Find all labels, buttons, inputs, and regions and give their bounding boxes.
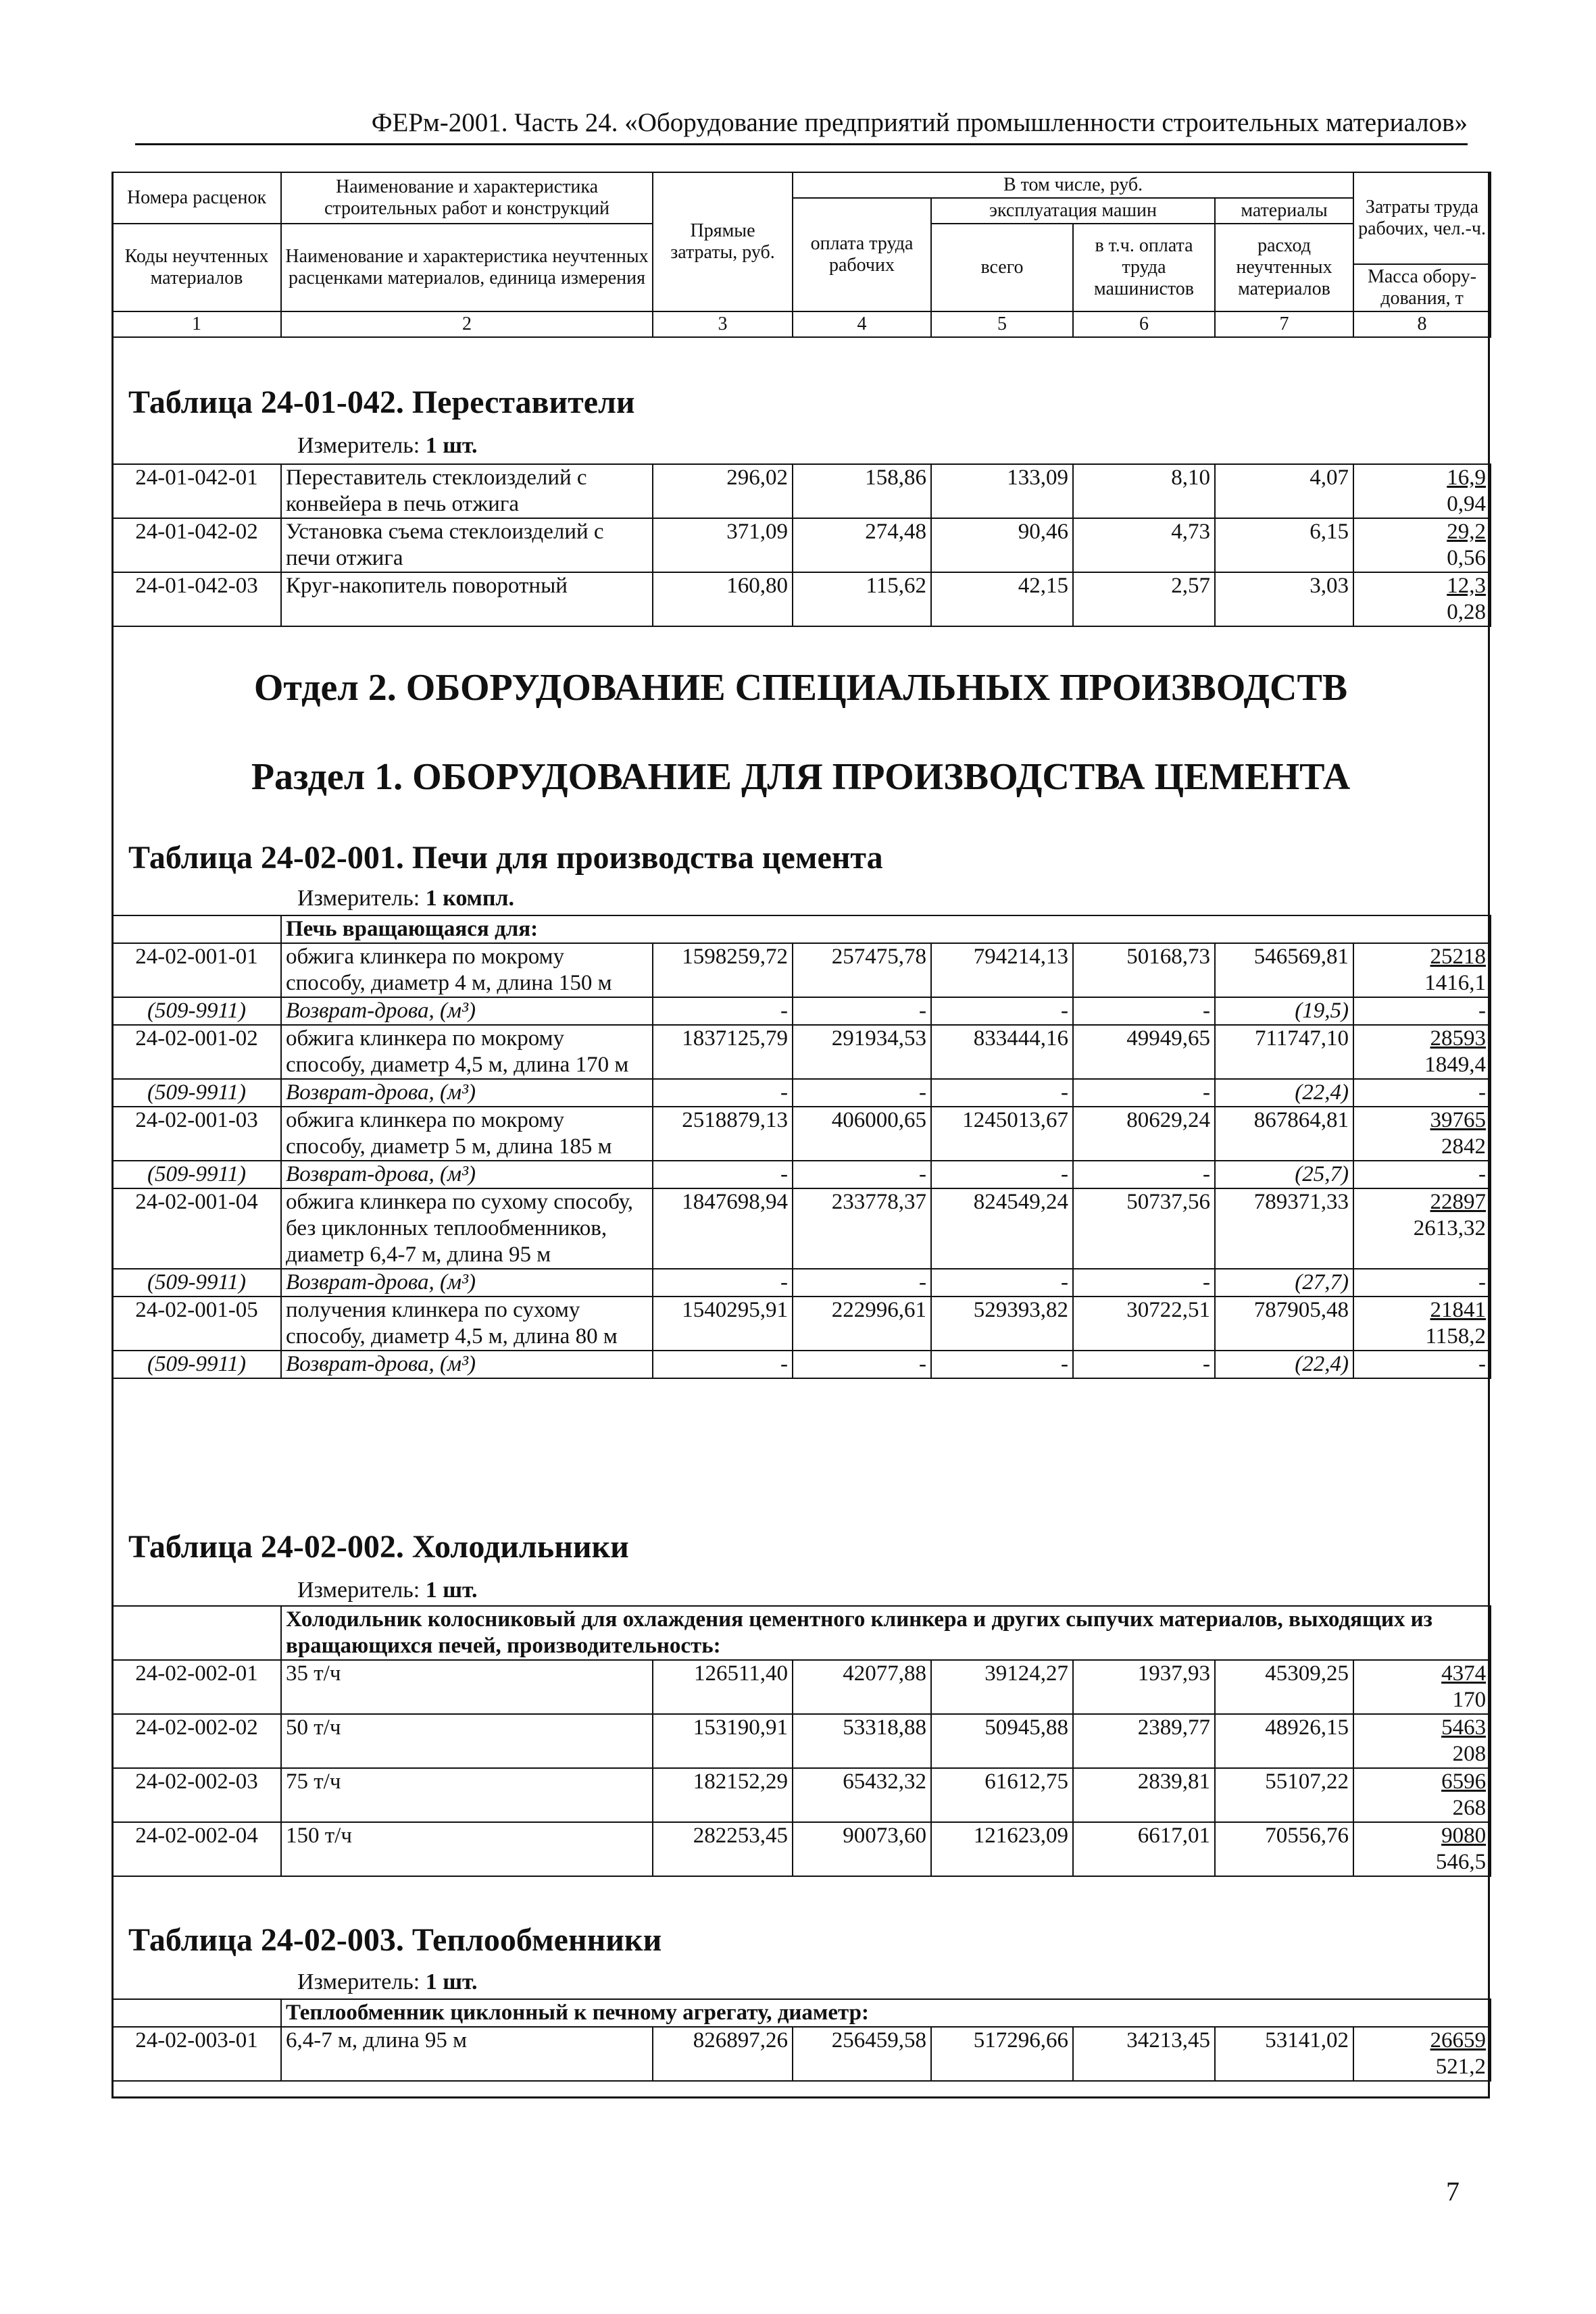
materials-cost: 70556,76 xyxy=(1215,1822,1353,1876)
machinist-pay: 6617,01 xyxy=(1073,1822,1215,1876)
material-qty: (27,7) xyxy=(1215,1269,1353,1297)
dash: - xyxy=(1073,1269,1215,1297)
header-col-num-7: 7 xyxy=(1215,311,1353,337)
dash: - xyxy=(793,1269,931,1297)
rate-code: 24-02-002-01 xyxy=(112,1660,281,1714)
table-row xyxy=(112,1660,1491,1714)
dash: - xyxy=(793,1079,931,1107)
machines-total: 824549,24 xyxy=(931,1188,1073,1269)
labor-hours-mass xyxy=(1353,1660,1491,1714)
labor-hours-mass xyxy=(1353,1822,1491,1876)
header-unaccounted-codes: Коды неучтенных материалов xyxy=(112,224,281,311)
work-name: получения клинкера по сухому способу, диаметр 4,5 м, длина 80 м xyxy=(281,1297,653,1351)
section-heading: Раздел 1. ОБОРУДОВАНИЕ ДЛЯ ПРОИЗВОДСТВА ЦЕМЕНТА xyxy=(251,756,1351,798)
equipment-mass: 268 xyxy=(1452,1796,1487,1820)
labor-pay: 90073,60 xyxy=(793,1822,931,1876)
rate-code: 24-02-002-02 xyxy=(112,1714,281,1768)
machinist-pay: 34213,45 xyxy=(1073,2027,1215,2081)
machines-total: 833444,16 xyxy=(931,1025,1073,1079)
labor-pay: 115,62 xyxy=(793,572,931,626)
material-qty: (19,5) xyxy=(1215,997,1353,1025)
table-24-02-003 xyxy=(111,1998,1491,2082)
material-name: Возврат-дрова, (м³) xyxy=(281,997,653,1025)
dash: - xyxy=(931,1161,1073,1188)
rate-code: 24-01-042-02 xyxy=(112,518,281,572)
direct-cost: 153190,91 xyxy=(653,1714,793,1768)
table-row xyxy=(112,1025,1491,1079)
machinist-pay: 8,10 xyxy=(1073,464,1215,518)
work-name: обжига клинкера по мокрому способу, диаметр 4 м, длина 150 м xyxy=(281,943,653,997)
labor-pay: 291934,53 xyxy=(793,1025,931,1079)
labor-hours: 26659 xyxy=(1430,2028,1487,2053)
equipment-mass: 546,5 xyxy=(1435,1850,1487,1874)
materials-cost: 3,03 xyxy=(1215,572,1353,626)
equipment-mass: 0,56 xyxy=(1447,546,1486,570)
material-qty: (22,4) xyxy=(1215,1351,1353,1378)
material-row xyxy=(112,1161,1491,1188)
table-title: Таблица 24-02-003. Теплообменники xyxy=(128,1922,662,1958)
dash: - xyxy=(793,1161,931,1188)
department-heading: Отдел 2. ОБОРУДОВАНИЕ СПЕЦИАЛЬНЫХ ПРОИЗВОДСТВ xyxy=(253,667,1348,709)
labor-hours: 5463 xyxy=(1441,1715,1487,1740)
labor-hours-mass xyxy=(1353,572,1491,626)
equipment-mass: 2842 xyxy=(1441,1134,1486,1159)
materials-cost: 787905,48 xyxy=(1215,1297,1353,1351)
direct-cost: 1598259,72 xyxy=(653,943,793,997)
labor-hours: 6596 xyxy=(1441,1769,1487,1794)
materials-cost: 789371,33 xyxy=(1215,1188,1353,1269)
labor-pay: 274,48 xyxy=(793,518,931,572)
table-title: Таблица 24-01-042. Переставители xyxy=(128,384,635,420)
header-direct-costs: Прямые затраты, руб. xyxy=(653,172,793,311)
equipment-mass: 2613,32 xyxy=(1413,1216,1486,1240)
table-24-02-001 xyxy=(111,915,1491,1379)
materials-cost: 6,15 xyxy=(1215,518,1353,572)
labor-hours: 16,9 xyxy=(1447,466,1486,490)
work-name: обжига клинкера по мокрому способу, диаметр 4,5 м, длина 170 м xyxy=(281,1025,653,1079)
dash: - xyxy=(653,1269,793,1297)
dash: - xyxy=(1353,1269,1491,1297)
materials-cost: 711747,10 xyxy=(1215,1025,1353,1079)
rate-code: 24-02-001-01 xyxy=(112,943,281,997)
header-work-name: Наименование и характеристика строительных работ и конструкций xyxy=(281,172,653,224)
equipment-mass: 208 xyxy=(1452,1742,1487,1766)
measure-unit: Измеритель: 1 компл. xyxy=(297,886,515,911)
table-row xyxy=(112,518,1491,572)
work-name: обжига клинкера по сухому способу, без циклонных теплообменников, диаметр 6,4-7 м, длина 95 м xyxy=(281,1188,653,1269)
equipment-mass: 170 xyxy=(1452,1688,1487,1712)
materials-cost: 546569,81 xyxy=(1215,943,1353,997)
machines-total: 50945,88 xyxy=(931,1714,1073,1768)
rate-code: 24-02-001-02 xyxy=(112,1025,281,1079)
table-row xyxy=(112,1822,1491,1876)
rate-code: 24-01-042-03 xyxy=(112,572,281,626)
machinist-pay: 80629,24 xyxy=(1073,1107,1215,1161)
dash: - xyxy=(1073,997,1215,1025)
table-row xyxy=(112,1714,1491,1768)
header-col-num-6: 6 xyxy=(1073,311,1215,337)
material-row xyxy=(112,1351,1491,1378)
machines-total: 133,09 xyxy=(931,464,1073,518)
header-machines: эксплуатация машин xyxy=(931,198,1215,224)
work-name: Круг-накопитель поворотный xyxy=(281,572,653,626)
labor-hours: 21841 xyxy=(1430,1298,1486,1322)
labor-pay: 53318,88 xyxy=(793,1714,931,1768)
equipment-mass: 1849,4 xyxy=(1424,1053,1486,1077)
material-code: (509-9911) xyxy=(112,1269,281,1297)
labor-hours-mass xyxy=(1353,1714,1491,1768)
labor-hours-mass xyxy=(1353,464,1491,518)
table-row xyxy=(112,1107,1491,1161)
table-title: Таблица 24-02-002. Холодильники xyxy=(128,1529,629,1565)
header-materials: материалы xyxy=(1215,198,1353,224)
group-label: Холодильник колосниковый для охлаждения цементного клинкера и других сыпучих материалов, выходящих из вращающихся печей, производительность: xyxy=(281,1606,1491,1660)
labor-hours-mass xyxy=(1353,2027,1491,2081)
labor-hours-mass xyxy=(1353,1107,1491,1161)
machinist-pay: 2839,81 xyxy=(1073,1768,1215,1822)
dash: - xyxy=(653,1161,793,1188)
labor-hours-mass xyxy=(1353,943,1491,997)
direct-cost: 1847698,94 xyxy=(653,1188,793,1269)
labor-pay: 406000,65 xyxy=(793,1107,931,1161)
machines-total: 794214,13 xyxy=(931,943,1073,997)
material-code: (509-9911) xyxy=(112,1079,281,1107)
header-machinist-pay: в т.ч. оплата труда машинистов xyxy=(1073,224,1215,311)
direct-cost: 371,09 xyxy=(653,518,793,572)
header-machines-total: всего xyxy=(931,224,1073,311)
table-row xyxy=(112,1297,1491,1351)
dash: - xyxy=(1353,1351,1491,1378)
group-row xyxy=(112,1999,1491,2027)
header-col-num-5: 5 xyxy=(931,311,1073,337)
direct-cost: 296,02 xyxy=(653,464,793,518)
rate-code: 24-02-002-03 xyxy=(112,1768,281,1822)
dash: - xyxy=(653,1079,793,1107)
dash: - xyxy=(1353,1161,1491,1188)
dash: - xyxy=(793,1351,931,1378)
header-labor-pay: оплата труда рабочих xyxy=(793,198,931,311)
rate-code: 24-02-001-05 xyxy=(112,1297,281,1351)
materials-cost: 4,07 xyxy=(1215,464,1353,518)
material-name: Возврат-дрова, (м³) xyxy=(281,1079,653,1107)
labor-hours: 39765 xyxy=(1430,1108,1486,1132)
dash: - xyxy=(931,1269,1073,1297)
header-unaccounted-names: Наименование и характеристика неучтенных расценками материалов, единица измерения xyxy=(281,224,653,311)
materials-cost: 55107,22 xyxy=(1215,1768,1353,1822)
work-name: 150 т/ч xyxy=(281,1822,653,1876)
rate-code: 24-01-042-01 xyxy=(112,464,281,518)
work-name: 35 т/ч xyxy=(281,1660,653,1714)
direct-cost: 1837125,79 xyxy=(653,1025,793,1079)
header-col-num-4: 4 xyxy=(793,311,931,337)
machinist-pay: 2389,77 xyxy=(1073,1714,1215,1768)
equipment-mass: 1416,1 xyxy=(1424,971,1486,995)
labor-pay: 222996,61 xyxy=(793,1297,931,1351)
materials-cost: 48926,15 xyxy=(1215,1714,1353,1768)
header-including: В том числе, руб. xyxy=(793,172,1353,198)
machines-total: 39124,27 xyxy=(931,1660,1073,1714)
equipment-mass: 0,28 xyxy=(1447,600,1486,624)
labor-pay: 42077,88 xyxy=(793,1660,931,1714)
labor-hours-mass xyxy=(1353,1188,1491,1269)
machines-total: 517296,66 xyxy=(931,2027,1073,2081)
direct-cost: 1540295,91 xyxy=(653,1297,793,1351)
labor-hours: 28593 xyxy=(1430,1026,1486,1051)
direct-cost: 160,80 xyxy=(653,572,793,626)
direct-cost: 826897,26 xyxy=(653,2027,793,2081)
dash: - xyxy=(931,1079,1073,1107)
work-name: обжига клинкера по мокрому способу, диаметр 5 м, длина 185 м xyxy=(281,1107,653,1161)
labor-hours: 29,2 xyxy=(1447,520,1486,544)
rate-code: 24-02-001-04 xyxy=(112,1188,281,1269)
equipment-mass: 0,94 xyxy=(1447,492,1486,516)
machinist-pay: 50168,73 xyxy=(1073,943,1215,997)
table-row xyxy=(112,943,1491,997)
labor-hours: 25218 xyxy=(1430,945,1486,969)
header-col-num-1: 1 xyxy=(112,311,281,337)
machinist-pay: 4,73 xyxy=(1073,518,1215,572)
machines-total: 1245013,67 xyxy=(931,1107,1073,1161)
header-unaccounted-materials: расход неучтенных материалов xyxy=(1215,224,1353,311)
column-header-table xyxy=(111,172,1491,338)
rate-code: 24-02-002-04 xyxy=(112,1822,281,1876)
material-name: Возврат-дрова, (м³) xyxy=(281,1351,653,1378)
labor-hours: 22897 xyxy=(1430,1190,1486,1214)
measure-unit: Измеритель: 1 шт. xyxy=(297,433,478,458)
materials-cost: 867864,81 xyxy=(1215,1107,1353,1161)
header-equipment-mass: Масса обору-дования, т xyxy=(1353,264,1491,311)
machines-total: 90,46 xyxy=(931,518,1073,572)
rate-code: 24-02-001-03 xyxy=(112,1107,281,1161)
dash: - xyxy=(1073,1079,1215,1107)
material-qty: (25,7) xyxy=(1215,1161,1353,1188)
labor-hours-mass xyxy=(1353,518,1491,572)
dash: - xyxy=(1353,1079,1491,1107)
direct-cost: 2518879,13 xyxy=(653,1107,793,1161)
machinist-pay: 30722,51 xyxy=(1073,1297,1215,1351)
measure-unit: Измеритель: 1 шт. xyxy=(297,1578,478,1603)
material-code: (509-9911) xyxy=(112,997,281,1025)
materials-cost: 53141,02 xyxy=(1215,2027,1353,2081)
work-name: Установка съема стеклоизделий с печи отжига xyxy=(281,518,653,572)
labor-hours: 12,3 xyxy=(1447,574,1486,598)
labor-hours-mass xyxy=(1353,1025,1491,1079)
equipment-mass: 521,2 xyxy=(1435,2055,1487,2079)
machines-total: 529393,82 xyxy=(931,1297,1073,1351)
group-row xyxy=(112,915,1491,943)
dash: - xyxy=(653,997,793,1025)
header-col-num-2: 2 xyxy=(281,311,653,337)
dash: - xyxy=(1073,1161,1215,1188)
table-row xyxy=(112,572,1491,626)
material-name: Возврат-дрова, (м³) xyxy=(281,1269,653,1297)
dash: - xyxy=(1073,1351,1215,1378)
machinist-pay: 2,57 xyxy=(1073,572,1215,626)
measure-unit: Измеритель: 1 шт. xyxy=(297,1969,478,1994)
labor-hours-mass xyxy=(1353,1768,1491,1822)
work-name: 6,4-7 м, длина 95 м xyxy=(281,2027,653,2081)
labor-pay: 233778,37 xyxy=(793,1188,931,1269)
dash: - xyxy=(653,1351,793,1378)
dash: - xyxy=(1353,997,1491,1025)
machinist-pay: 49949,65 xyxy=(1073,1025,1215,1079)
direct-cost: 182152,29 xyxy=(653,1768,793,1822)
labor-hours: 9080 xyxy=(1441,1823,1487,1848)
dash: - xyxy=(931,1351,1073,1378)
material-code: (509-9911) xyxy=(112,1161,281,1188)
group-row xyxy=(112,1606,1491,1660)
work-name: 75 т/ч xyxy=(281,1768,653,1822)
running-header: ФЕРм-2001. Часть 24. «Оборудование предприятий промышленности строительных материалов» xyxy=(135,107,1468,145)
group-label: Теплообменник циклонный к печному агрегату, диаметр: xyxy=(281,1999,1491,2027)
page-number: 7 xyxy=(1446,2176,1460,2207)
table-row xyxy=(112,2027,1491,2081)
labor-pay: 65432,32 xyxy=(793,1768,931,1822)
table-title: Таблица 24-02-001. Печи для производства цемента xyxy=(128,840,883,876)
header-col-num-8: 8 xyxy=(1353,311,1491,337)
labor-pay: 257475,78 xyxy=(793,943,931,997)
direct-cost: 282253,45 xyxy=(653,1822,793,1876)
machines-total: 42,15 xyxy=(931,572,1073,626)
header-labor-hours: Затраты труда рабочих, чел.-ч. xyxy=(1353,172,1491,264)
material-row xyxy=(112,1269,1491,1297)
material-qty: (22,4) xyxy=(1215,1079,1353,1107)
labor-pay: 256459,58 xyxy=(793,2027,931,2081)
group-label: Печь вращающаяся для: xyxy=(281,915,1491,943)
work-name: Переставитель стеклоизделий с конвейера в печь отжига xyxy=(281,464,653,518)
direct-cost: 126511,40 xyxy=(653,1660,793,1714)
material-row xyxy=(112,997,1491,1025)
dash: - xyxy=(931,997,1073,1025)
header-rate-numbers: Номера расценок xyxy=(112,172,281,224)
material-row xyxy=(112,1079,1491,1107)
labor-pay: 158,86 xyxy=(793,464,931,518)
dash: - xyxy=(793,997,931,1025)
material-name: Возврат-дрова, (м³) xyxy=(281,1161,653,1188)
table-24-01-042 xyxy=(111,463,1491,627)
machinist-pay: 1937,93 xyxy=(1073,1660,1215,1714)
machinist-pay: 50737,56 xyxy=(1073,1188,1215,1269)
labor-hours-mass xyxy=(1353,1297,1491,1351)
machines-total: 121623,09 xyxy=(931,1822,1073,1876)
table-24-02-002 xyxy=(111,1605,1491,1877)
table-row xyxy=(112,464,1491,518)
rate-code: 24-02-003-01 xyxy=(112,2027,281,2081)
machines-total: 61612,75 xyxy=(931,1768,1073,1822)
table-row xyxy=(112,1768,1491,1822)
work-name: 50 т/ч xyxy=(281,1714,653,1768)
labor-hours: 4374 xyxy=(1441,1661,1487,1686)
header-col-num-3: 3 xyxy=(653,311,793,337)
materials-cost: 45309,25 xyxy=(1215,1660,1353,1714)
material-code: (509-9911) xyxy=(112,1351,281,1378)
equipment-mass: 1158,2 xyxy=(1425,1324,1486,1349)
table-row xyxy=(112,1188,1491,1269)
